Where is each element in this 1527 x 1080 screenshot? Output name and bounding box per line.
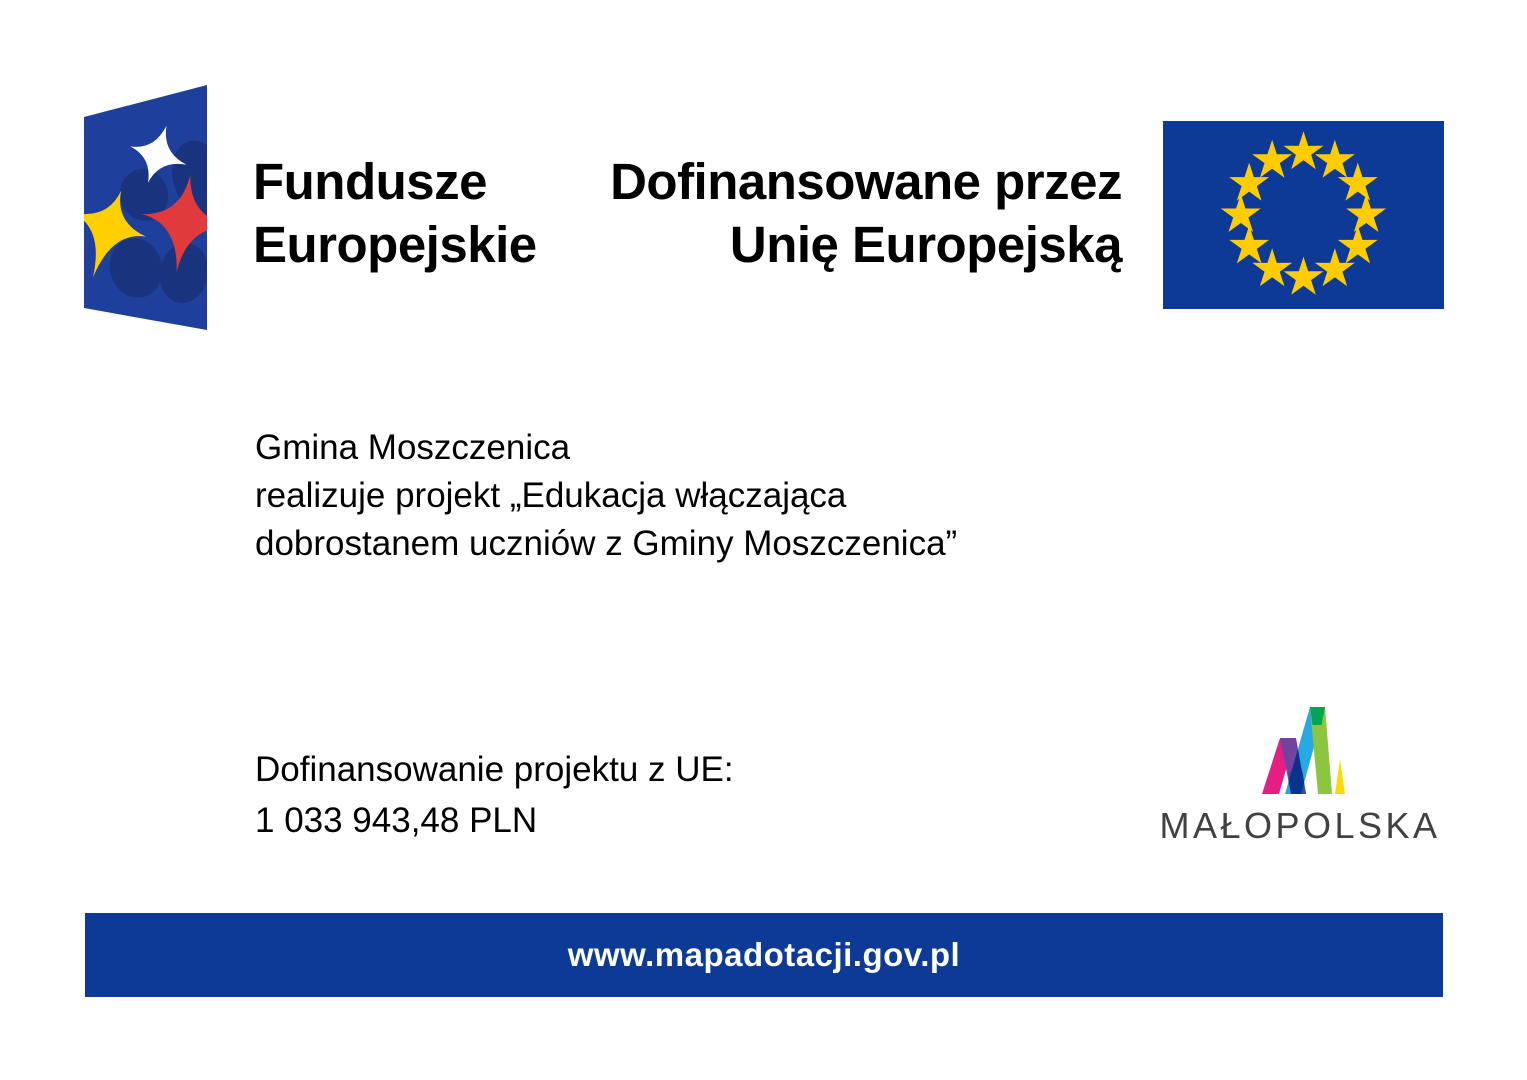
project-line3: dobrostanem uczniów z Gminy Moszczenica”: [255, 524, 958, 563]
fe-title-line1: Fundusze: [253, 153, 487, 210]
project-line2: realizuje projekt „Edukacja włączająca: [255, 476, 847, 515]
footer-url: www.mapadotacji.gov.pl: [567, 936, 961, 973]
malopolska-m-icon: [1255, 702, 1345, 794]
fe-title-line2: Europejskie: [253, 216, 537, 273]
fundusze-europejskie-flag-icon: [84, 83, 208, 332]
project-line1: Gmina Moszczenica: [255, 428, 571, 467]
malopolska-logo: [1140, 702, 1460, 847]
fe-title: [253, 150, 537, 276]
eu-cofunding-title-line1: Dofinansowane przez: [610, 153, 1122, 210]
malopolska-wordmark: MAŁOPOLSKA: [1159, 805, 1441, 846]
eu-cofunding-title: [610, 150, 1122, 276]
m-yellow-stroke: [1335, 759, 1345, 794]
eu-cofunding-title-line2: Unię Europejską: [729, 216, 1122, 273]
funding-label: Dofinansowanie projektu z UE:: [255, 750, 734, 789]
footer-bar: [85, 913, 1443, 997]
funding-info: [255, 744, 734, 846]
funding-amount: 1 033 943,48 PLN: [255, 801, 538, 840]
project-description: [255, 424, 957, 568]
eu-flag-icon: [1163, 121, 1444, 309]
